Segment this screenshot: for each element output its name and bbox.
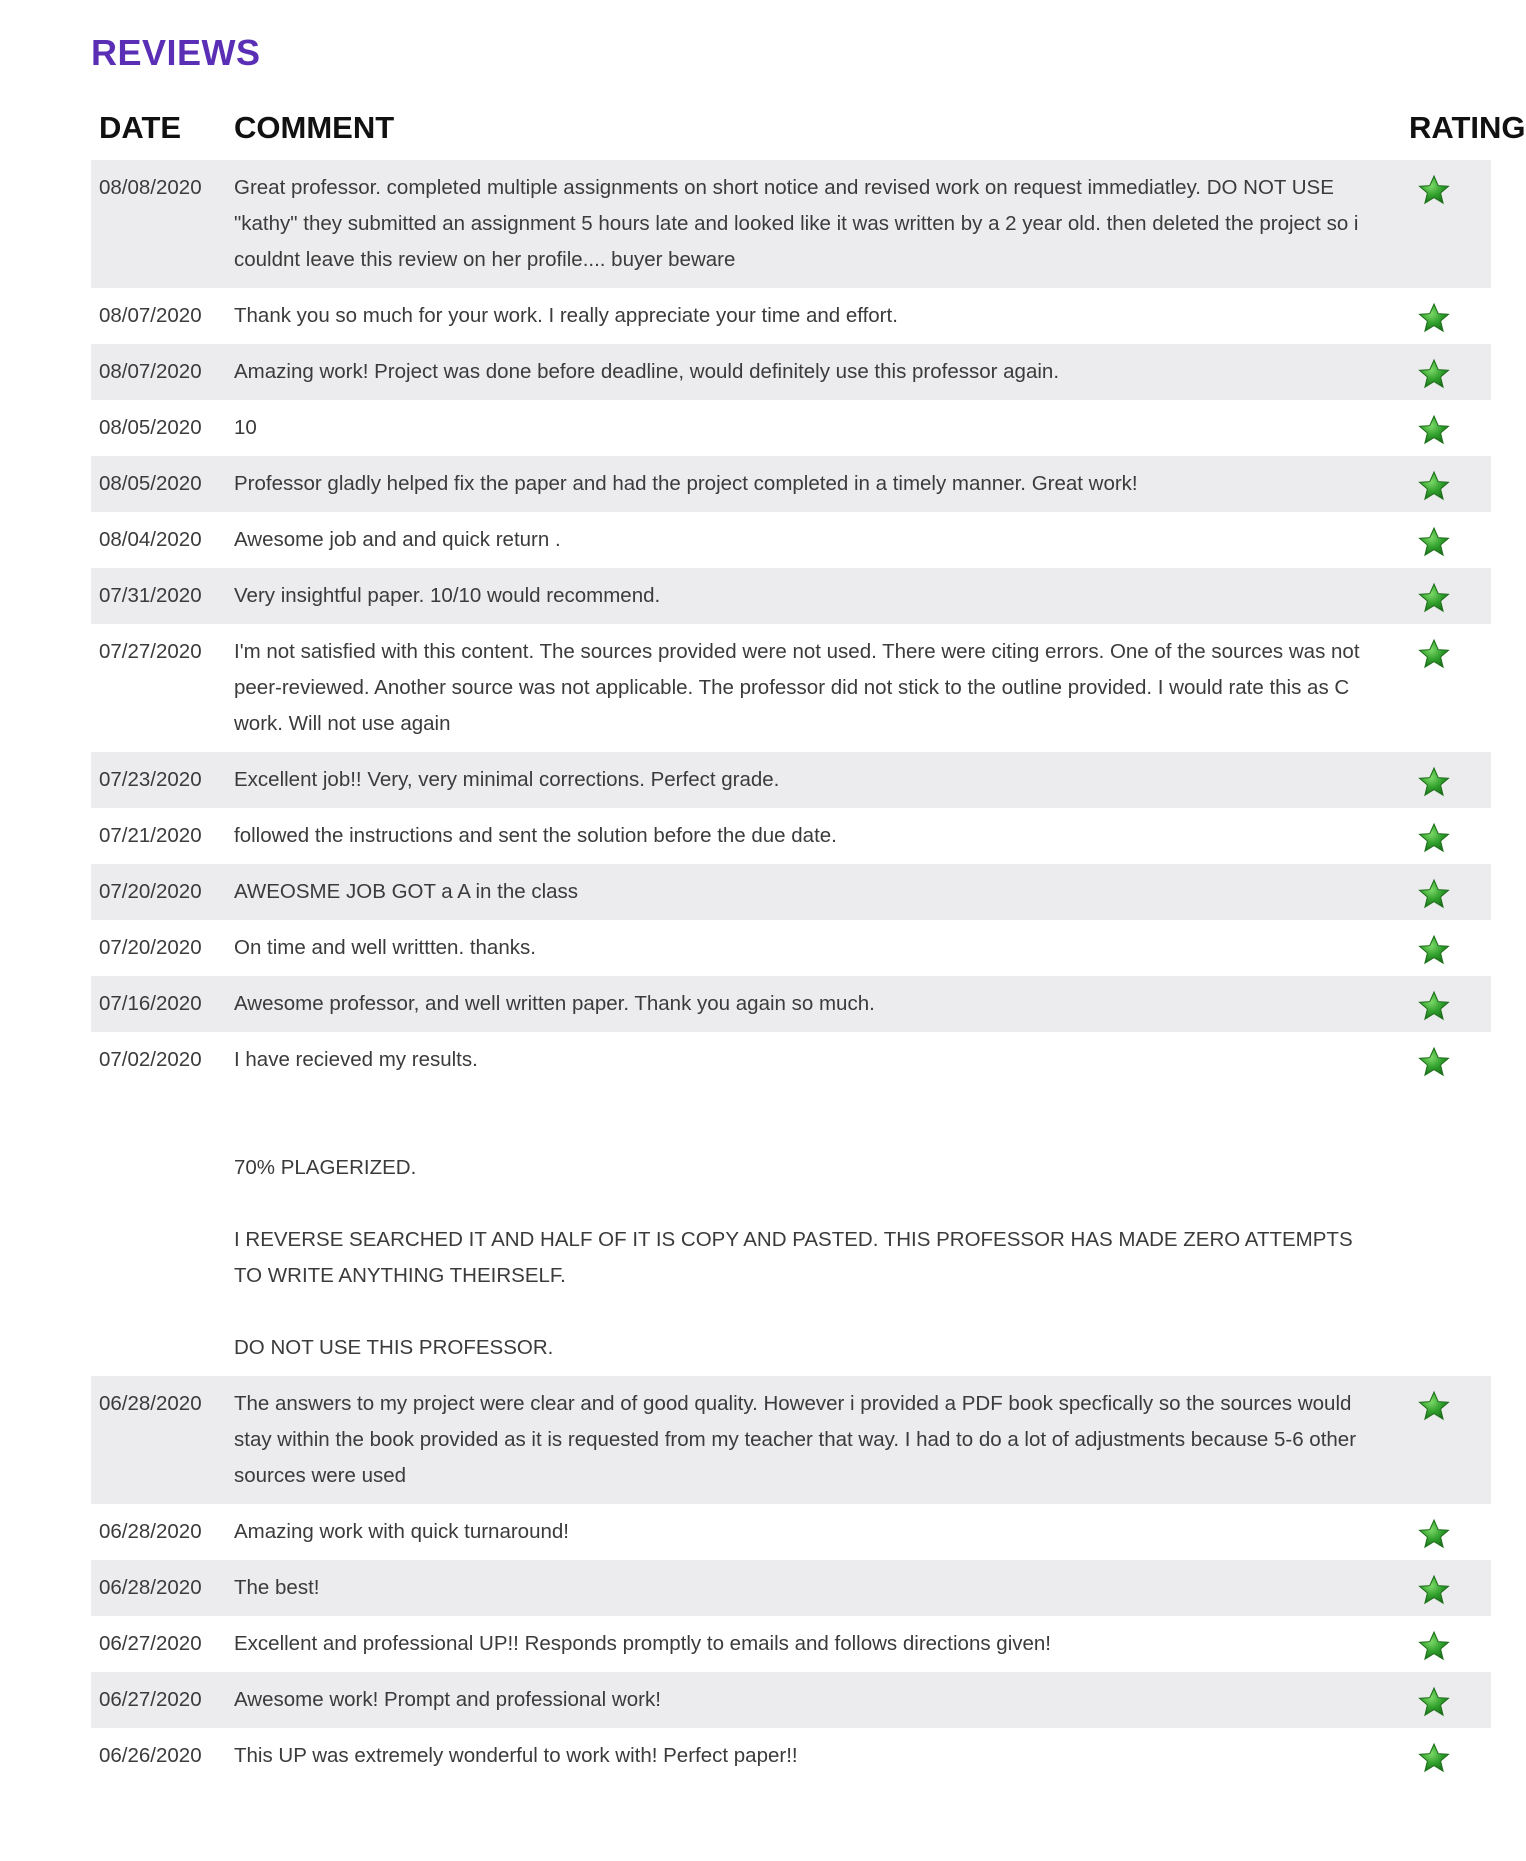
date-column-header: DATE	[99, 110, 182, 145]
review-comment: This UP was extremely wonderful to work with! Perfect paper!!	[226, 1728, 1401, 1784]
review-rating	[1401, 1376, 1491, 1504]
star-icon	[1418, 1686, 1450, 1718]
review-row	[91, 1616, 1491, 1672]
review-date: 06/27/2020	[91, 1672, 226, 1728]
reviews-table-body	[91, 160, 1491, 1784]
review-date: 07/20/2020	[91, 920, 226, 976]
star-icon	[1418, 822, 1450, 854]
star-icon	[1418, 766, 1450, 798]
review-comment: AWEOSME JOB GOT a A in the class	[226, 864, 1401, 920]
star-icon	[1418, 414, 1450, 446]
review-row	[91, 1672, 1491, 1728]
star-icon	[1418, 302, 1450, 334]
review-rating	[1401, 808, 1491, 864]
review-date: 08/05/2020	[91, 400, 226, 456]
review-date: 06/28/2020	[91, 1504, 226, 1560]
review-comment: On time and well writtten. thanks.	[226, 920, 1401, 976]
review-comment: I'm not satisfied with this content. The sources provided were not used. There were citing errors. One of the sources was not peer-reviewed. Another source was not applicable. The professor did not stick to the outline provided. I would rate this as C work. Will not use again	[226, 624, 1401, 752]
review-date: 06/27/2020	[91, 1616, 226, 1672]
review-rating	[1401, 288, 1491, 344]
review-row	[91, 344, 1491, 400]
review-row	[91, 1560, 1491, 1616]
star-icon	[1418, 638, 1450, 670]
reviews-heading: REVIEWS	[91, 32, 261, 73]
review-comment: Amazing work! Project was done before deadline, would definitely use this professor again.	[226, 344, 1401, 400]
review-comment: Amazing work with quick turnaround!	[226, 1504, 1401, 1560]
review-row	[91, 864, 1491, 920]
review-row	[91, 568, 1491, 624]
review-rating	[1401, 1616, 1491, 1672]
review-rating	[1401, 1504, 1491, 1560]
review-row	[91, 920, 1491, 976]
reviews-table-container	[91, 100, 1526, 1784]
review-comment: followed the instructions and sent the solution before the due date.	[226, 808, 1401, 864]
star-icon	[1418, 934, 1450, 966]
star-icon	[1418, 990, 1450, 1022]
review-rating	[1401, 1728, 1491, 1784]
star-icon	[1418, 878, 1450, 910]
review-row	[91, 808, 1491, 864]
review-row	[91, 456, 1491, 512]
star-icon	[1418, 1574, 1450, 1606]
review-date: 08/04/2020	[91, 512, 226, 568]
review-row	[91, 1728, 1491, 1784]
rating-column-header: RATING	[1409, 110, 1526, 145]
review-date: 07/27/2020	[91, 624, 226, 752]
review-rating	[1401, 624, 1491, 752]
review-date: 07/23/2020	[91, 752, 226, 808]
review-comment: Thank you so much for your work. I really appreciate your time and effort.	[226, 288, 1401, 344]
review-date: 08/07/2020	[91, 288, 226, 344]
review-date: 07/02/2020	[91, 1032, 226, 1376]
review-rating	[1401, 752, 1491, 808]
review-date: 08/07/2020	[91, 344, 226, 400]
star-icon	[1418, 582, 1450, 614]
review-comment: The best!	[226, 1560, 1401, 1616]
review-rating	[1401, 344, 1491, 400]
review-comment: The answers to my project were clear and of good quality. However i provided a PDF book specfically so the sources would stay within the book provided as it is requested from my teacher that way. I had to do a lot of adjustments because 5-6 other sources were used	[226, 1376, 1401, 1504]
review-row	[91, 752, 1491, 808]
star-icon	[1418, 1630, 1450, 1662]
review-rating	[1401, 1032, 1491, 1376]
review-row	[91, 976, 1491, 1032]
review-rating	[1401, 160, 1491, 288]
review-row	[91, 288, 1491, 344]
review-comment: Professor gladly helped fix the paper and had the project completed in a timely manner. Great work!	[226, 456, 1401, 512]
review-rating	[1401, 568, 1491, 624]
review-rating	[1401, 456, 1491, 512]
review-comment: Very insightful paper. 10/10 would recommend.	[226, 568, 1401, 624]
review-row	[91, 1376, 1491, 1504]
review-comment: Excellent job!! Very, very minimal corrections. Perfect grade.	[226, 752, 1401, 808]
review-row	[91, 160, 1491, 288]
review-rating	[1401, 920, 1491, 976]
review-rating	[1401, 1560, 1491, 1616]
star-icon	[1418, 1518, 1450, 1550]
review-row	[91, 624, 1491, 752]
star-icon	[1418, 1390, 1450, 1422]
star-icon	[1418, 174, 1450, 206]
star-icon	[1418, 470, 1450, 502]
review-row	[91, 1032, 1491, 1376]
review-date: 06/26/2020	[91, 1728, 226, 1784]
review-date: 08/05/2020	[91, 456, 226, 512]
star-icon	[1418, 1046, 1450, 1078]
review-rating	[1401, 864, 1491, 920]
review-date: 06/28/2020	[91, 1560, 226, 1616]
review-date: 08/08/2020	[91, 160, 226, 288]
review-row	[91, 400, 1491, 456]
review-date: 07/20/2020	[91, 864, 226, 920]
reviews-header-row	[91, 100, 1491, 160]
review-rating	[1401, 400, 1491, 456]
review-rating	[1401, 1672, 1491, 1728]
review-comment: Excellent and professional UP!! Responds promptly to emails and follows directions given!	[226, 1616, 1401, 1672]
review-rating	[1401, 976, 1491, 1032]
review-row	[91, 512, 1491, 568]
review-rating	[1401, 512, 1491, 568]
reviews-table	[91, 100, 1526, 1784]
review-date: 06/28/2020	[91, 1376, 226, 1504]
star-icon	[1418, 1742, 1450, 1774]
review-comment: I have recieved my results. 70% PLAGERIZED. I REVERSE SEARCHED IT AND HALF OF IT IS COPY AND PASTED. THIS PROFESSOR HAS MADE ZERO ATTEMPTS TO WRITE ANYTHING THEIRSELF. DO NOT USE THIS PROFESSOR.	[226, 1032, 1401, 1376]
review-row	[91, 1504, 1491, 1560]
review-comment: Awesome work! Prompt and professional work!	[226, 1672, 1401, 1728]
review-comment: Awesome job and and quick return .	[226, 512, 1401, 568]
review-comment: Awesome professor, and well written paper. Thank you again so much.	[226, 976, 1401, 1032]
star-icon	[1418, 358, 1450, 390]
review-comment: 10	[226, 400, 1401, 456]
review-comment: Great professor. completed multiple assignments on short notice and revised work on request immediatley. DO NOT USE "kathy" they submitted an assignment 5 hours late and looked like it was written by a 2 year old. then deleted the project so i couldnt leave this review on her profile.... buyer beware	[226, 160, 1401, 288]
review-date: 07/31/2020	[91, 568, 226, 624]
review-date: 07/21/2020	[91, 808, 226, 864]
comment-column-header: COMMENT	[234, 110, 395, 145]
star-icon	[1418, 526, 1450, 558]
review-date: 07/16/2020	[91, 976, 226, 1032]
